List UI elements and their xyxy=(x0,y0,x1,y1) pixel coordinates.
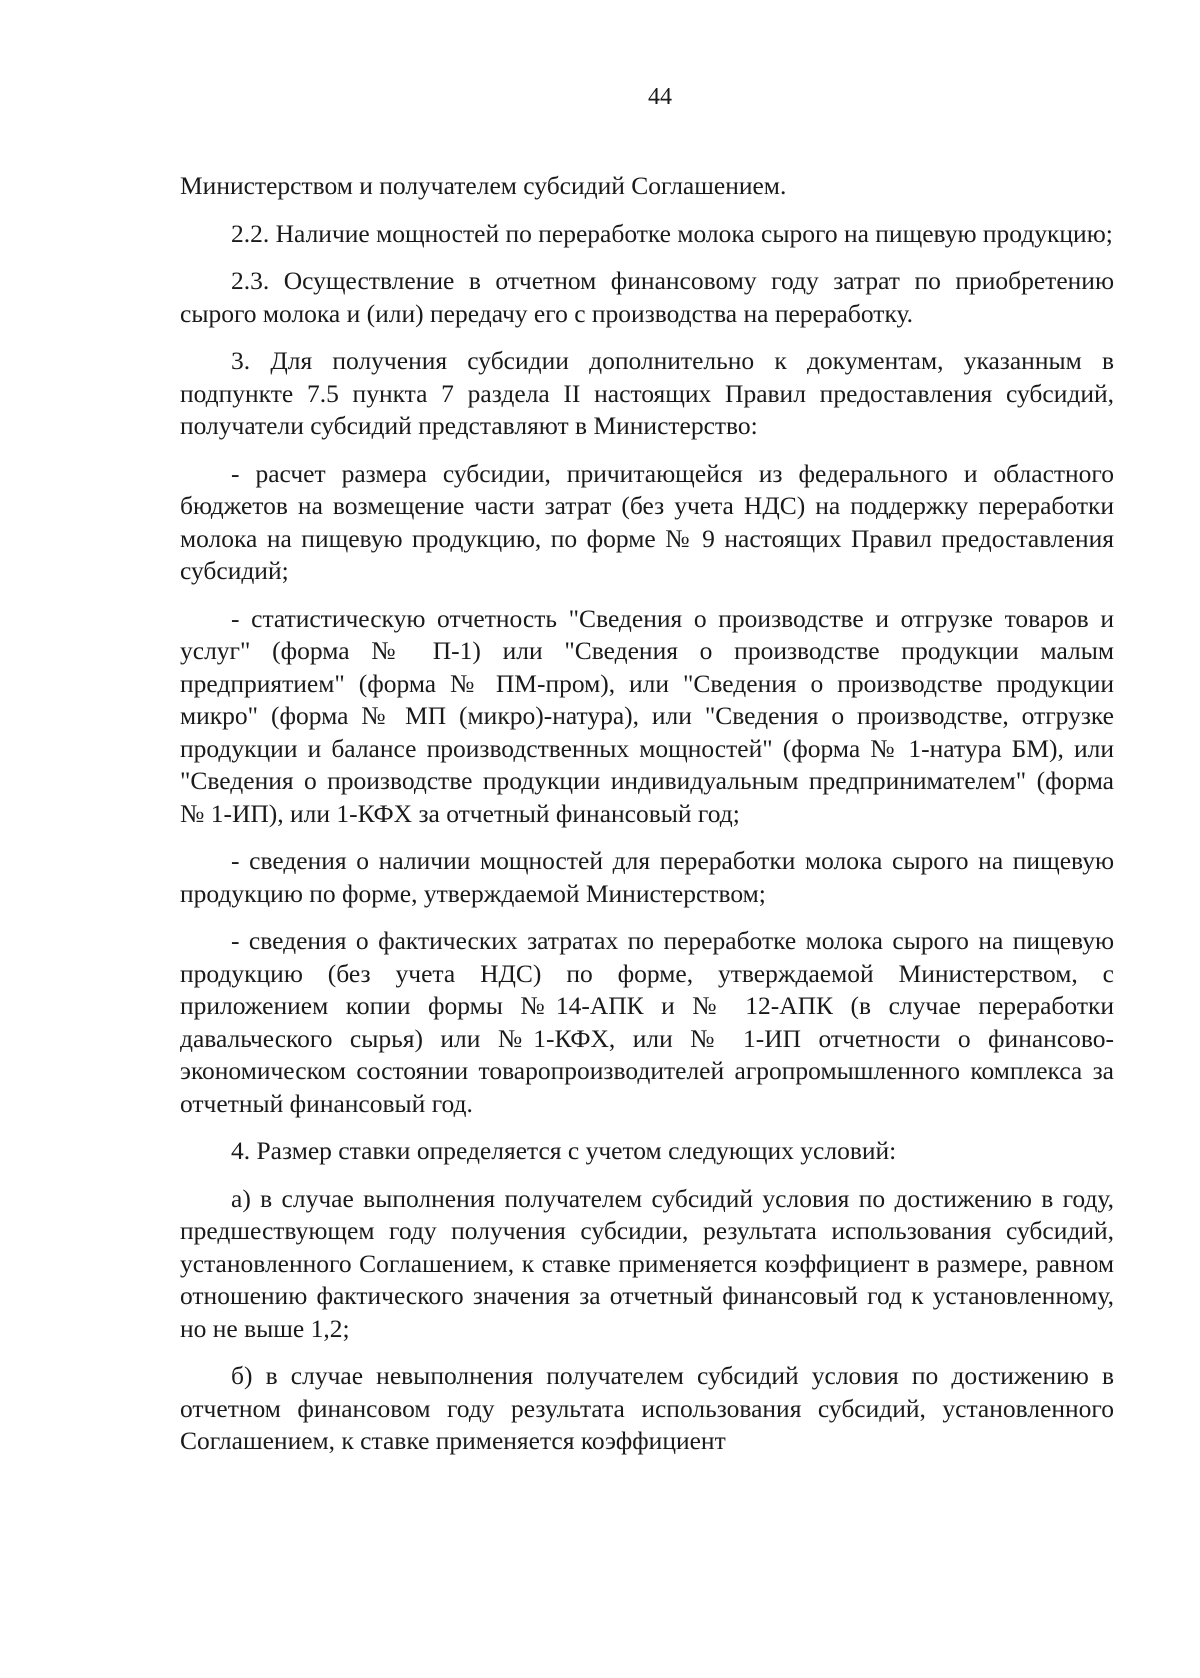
paragraph: 4. Размер ставки определяется с учетом следующих условий: xyxy=(231,1136,897,1165)
paragraph: Министерством и получателем субсидий Соглашением. xyxy=(180,171,787,200)
paragraph: 3. Для получения субсидии дополнительно к документам, указанным в подпункте 7.5 пункта 7 раздела II настоящих Правил предоставления субсидий, получатели субсидий представляют в Министерство: xyxy=(180,346,1114,440)
list-item: - статистическую отчетность "Сведения о производстве и отгрузке товаров и услуг" (форма № П-1) или "Сведения о производстве продукции малым предприятием" (форма № ПМ-пром), или "Сведения о производстве продукции микро" (форма № МП (микро)-натура), или "Сведения о производстве, отгрузке продукции и балансе производственных мощностей" (форма № 1-натура БМ), или "Сведения о производстве продукции индивидуальным предпринимателем" (форма № 1-ИП), или 1-КФХ за отчетный финансовый год; xyxy=(180,603,1114,828)
list-item: - сведения о наличии мощностей для переработки молока сырого на пищевую продукцию по форме, утверждаемой Министерством; xyxy=(180,846,1114,908)
paragraph: 2.2. Наличие мощностей по переработке молока сырого на пищевую продукцию; xyxy=(231,218,1113,248)
page-number: 44 xyxy=(648,84,672,110)
document-body xyxy=(180,170,1114,1473)
paragraph: 2.3. Осуществление в отчетном финансовому году затрат по приобретению сырого молока и (или) передачу его с производства на переработку. xyxy=(180,266,1114,328)
list-item: - сведения о фактических затратах по переработке молока сырого на пищевую продукцию (без учета НДС) по форме, утверждаемой Министерством, с приложением копии формы №14-АПК и № 12-АПК (в случае переработки давальческого сырья) или №1-КФХ, или № 1-ИП отчетности о финансово-экономическом состоянии товаропроизводителей агропромышленного комплекса за отчетный финансовый год. xyxy=(180,926,1114,1118)
list-item: а) в случае выполнения получателем субсидий условия по достижению в году, предшествующем году получения субсидии, результата использования субсидий, установленного Соглашением, к ставке применяется коэффициент в размере, равном отношению фактического значения за отчетный финансовый год к установленному, но не выше 1,2; xyxy=(180,1183,1114,1343)
list-item: - расчет размера субсидии, причитающейся из федерального и областного бюджетов на возмещение части затрат (без учета НДС) на поддержку переработки молока на пищевую продукцию, по форме № 9 настоящих Правил предоставления субсидий; xyxy=(180,458,1114,585)
list-item: б) в случае невыполнения получателем субсидий условия по достижению в отчетном финансовом году результата использования субсидий, установленного Соглашением, к ставке применяется коэффициент xyxy=(180,1361,1114,1455)
